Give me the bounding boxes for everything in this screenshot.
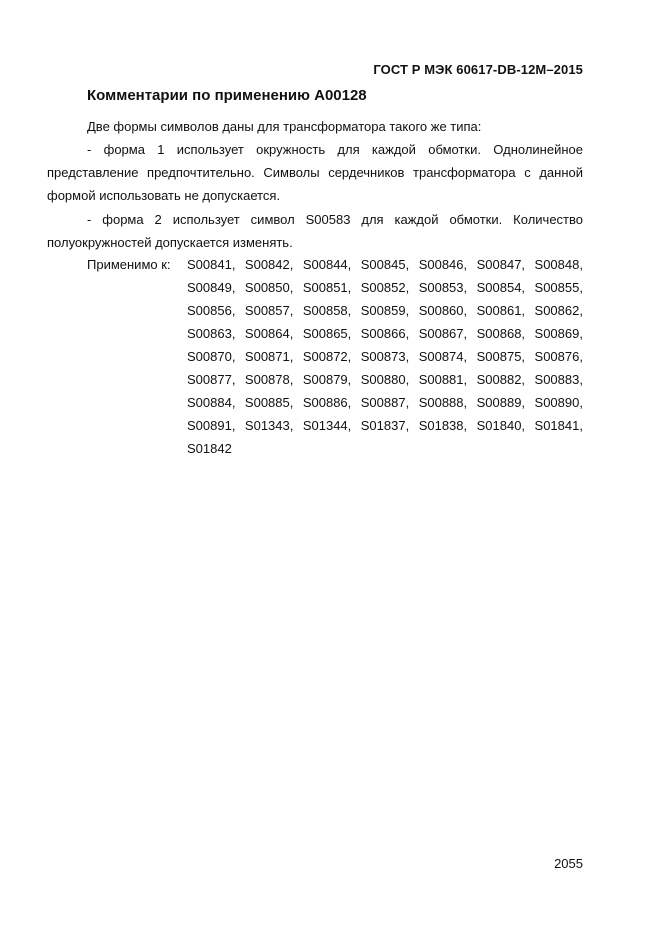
symbol-code: S00842,	[244, 257, 294, 272]
symbol-code: S00883,	[534, 372, 583, 387]
symbol-code: S00854,	[476, 280, 526, 295]
symbol-code: S00879,	[302, 372, 352, 387]
symbol-code: S00841,	[187, 257, 236, 272]
symbol-code: S00861,	[476, 303, 526, 318]
symbol-code: S00858,	[302, 303, 352, 318]
symbol-code: S01343,	[244, 418, 294, 433]
symbol-code: S00865,	[302, 326, 352, 341]
symbol-code: S00866,	[360, 326, 410, 341]
symbol-code: S00850,	[244, 280, 294, 295]
intro-paragraph: Две формы символов даны для трансформатора такого же типа:	[87, 119, 482, 134]
symbol-code: S00848,	[534, 257, 583, 272]
symbol-code: S00852,	[360, 280, 410, 295]
symbol-code: S00887,	[360, 395, 410, 410]
symbol-code: S00849,	[187, 280, 236, 295]
applies-to-label: Применимо к:	[87, 257, 171, 272]
symbol-code: S00869,	[534, 326, 583, 341]
symbol-code: S00868,	[476, 326, 526, 341]
symbol-code: S00851,	[302, 280, 352, 295]
symbol-code: S00864,	[244, 326, 294, 341]
symbol-code: S01344,	[302, 418, 352, 433]
symbol-code: S00880,	[360, 372, 410, 387]
symbol-code: S01842	[187, 441, 232, 456]
code-row	[187, 368, 583, 391]
symbol-code: S00888,	[418, 395, 468, 410]
symbol-code: S00856,	[187, 303, 236, 318]
symbol-code: S01837,	[360, 418, 410, 433]
symbol-code: S00874,	[418, 349, 468, 364]
symbol-code: S00885,	[244, 395, 294, 410]
symbol-code: S00889,	[476, 395, 526, 410]
symbol-code: S00870,	[187, 349, 236, 364]
symbol-code: S00846,	[418, 257, 468, 272]
symbol-code: S00873,	[360, 349, 410, 364]
symbol-code: S01840,	[476, 418, 526, 433]
document-header: ГОСТ Р МЭК 60617-DB-12M–2015	[373, 62, 583, 77]
symbol-code: S00884,	[187, 395, 236, 410]
symbol-code: S00875,	[476, 349, 526, 364]
symbol-code: S00855,	[534, 280, 583, 295]
symbol-code: S00847,	[476, 257, 526, 272]
symbol-code: S01838,	[418, 418, 468, 433]
page-number: 2055	[554, 856, 583, 871]
symbol-code: S00862,	[534, 303, 583, 318]
symbol-code: S00881,	[418, 372, 468, 387]
symbol-code: S00871,	[244, 349, 294, 364]
section-title: Комментарии по применению А00128	[87, 87, 367, 104]
form-2-paragraph: - форма 2 использует символ S00583 для каждой обмотки. Количество полуокружностей допускается изменять.	[47, 212, 583, 250]
symbol-code: S00886,	[302, 395, 352, 410]
code-row	[187, 322, 583, 345]
form-1-paragraph: - форма 1 использует окружность для каждой обмотки. Однолинейное представление предпочтительно. Символы сердечников трансформатора с данной формой использовать не допускается.	[47, 142, 583, 203]
symbol-code: S00878,	[244, 372, 294, 387]
code-row	[187, 414, 583, 437]
symbol-code: S00845,	[360, 257, 410, 272]
code-row	[187, 276, 583, 299]
symbol-code: S00877,	[187, 372, 236, 387]
code-row	[187, 299, 583, 322]
symbol-code-list	[187, 253, 583, 460]
symbol-code: S01841,	[534, 418, 583, 433]
symbol-code: S00890,	[534, 395, 583, 410]
symbol-code: S00882,	[476, 372, 526, 387]
symbol-code: S00859,	[360, 303, 410, 318]
symbol-code: S00844,	[302, 257, 352, 272]
symbol-code: S00860,	[418, 303, 468, 318]
code-row	[187, 253, 583, 276]
symbol-code: S00876,	[534, 349, 583, 364]
symbol-code: S00872,	[302, 349, 352, 364]
symbol-code: S00867,	[418, 326, 468, 341]
symbol-code: S00891,	[187, 418, 236, 433]
code-row	[187, 345, 583, 368]
symbol-code: S00863,	[187, 326, 236, 341]
symbol-code: S00853,	[418, 280, 468, 295]
code-row	[187, 391, 583, 414]
symbol-code: S00857,	[244, 303, 294, 318]
code-row	[187, 437, 583, 460]
